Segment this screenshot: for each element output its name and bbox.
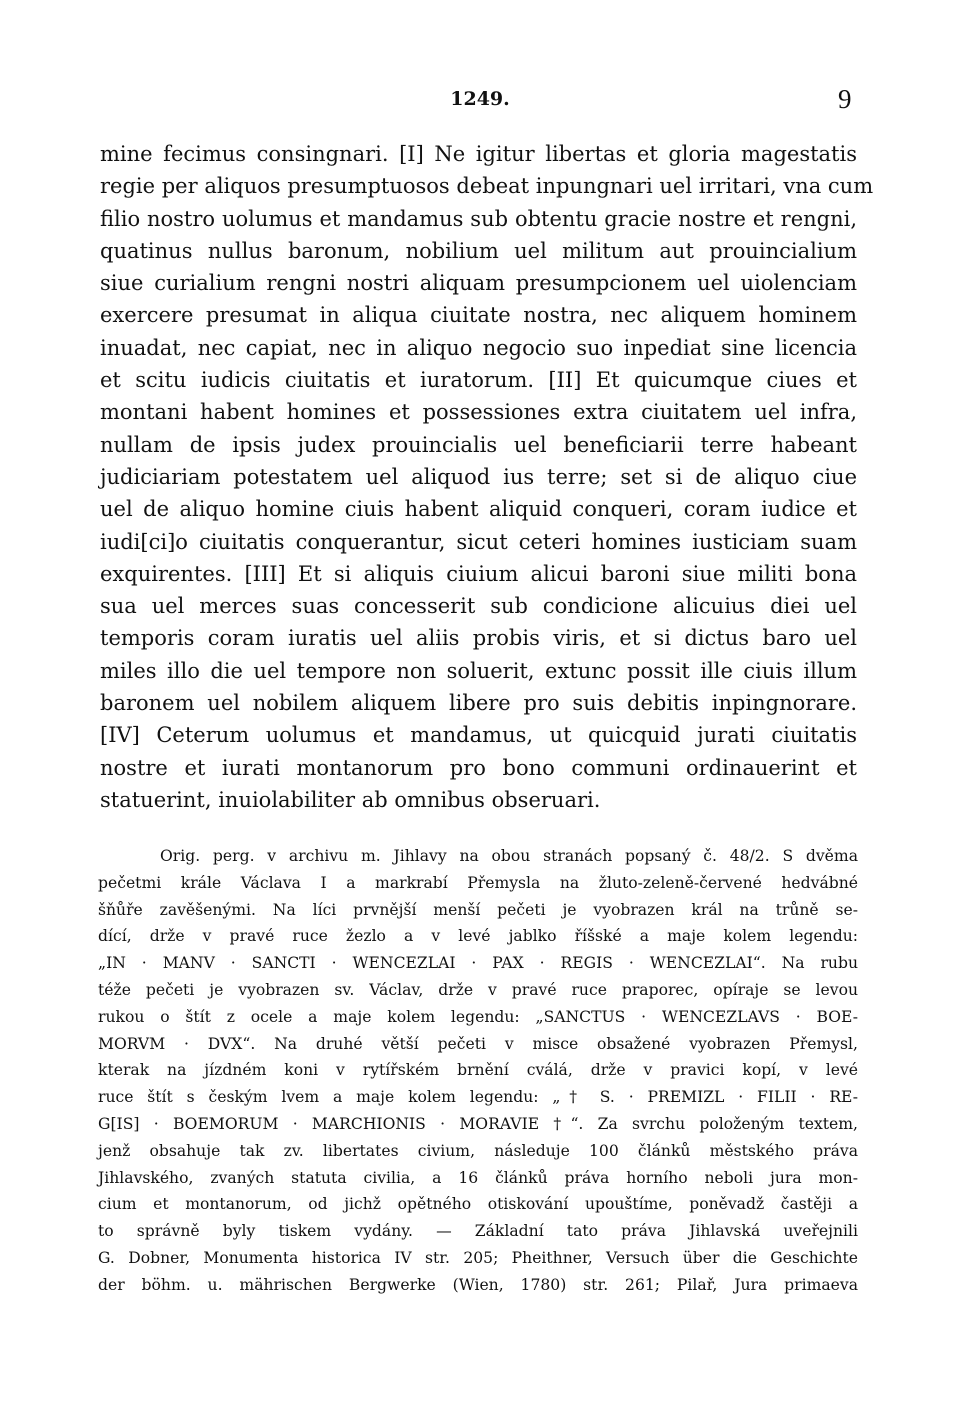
charter-text-line: miles illo die uel tempore non soluerit, extunc possit ille ciuis illum — [100, 658, 857, 683]
footnote-line: ruce štít s českým lvem a maje kolem legendu: „† S. · PREMIZL · FILII · RE- — [98, 1088, 858, 1107]
page-header — [0, 84, 960, 118]
charter-text-line: siue curialium rengni nostri aliquam presumpcionem uel uiolenciam — [100, 271, 857, 296]
footnote-line: „IN · MANV · SANCTI · WENCEZLAI · PAX · REGIS · WENCEZLAI“. Na rubu — [98, 954, 858, 973]
footnote-line: MORVM · DVX“. Na druhé větší pečeti v misce obsažené vyobrazen Přemysl, — [98, 1034, 858, 1053]
footnote-line: der böhm. u. mährischen Bergwerke (Wien, 1780) str. 261; Pilař, Jura primaeva — [98, 1275, 858, 1294]
page-year-heading: 1249. — [450, 88, 510, 110]
footnote-line: kterak na jízdném koni v rytířském brnění cválá, drže v pravici kopí, v levé — [98, 1061, 858, 1080]
charter-text-line: inuadat, nec capiat, nec in aliquo negocio suo inpediat sine licencia — [100, 335, 857, 360]
footnote-line: šňůře zavěšenými. Na líci prvnější menší pečeti je vyobrazen král na trůně se- — [98, 900, 858, 919]
charter-text-line: [IV] Ceterum uolumus et mandamus, ut quicquid jurati ciuitatis — [100, 723, 857, 748]
charter-text-line: quatinus nullus baronum, nobilium uel militum aut prouincialium — [100, 238, 857, 263]
charter-text-line: regie per aliquos presumptuosos debeat inpungnari uel irritari, vna cum — [100, 174, 874, 199]
charter-text-line: sua uel merces suas concesserit sub condicione alicuius diei uel — [100, 594, 857, 619]
charter-text-line: filio nostro uolumus et mandamus sub obtentu gracie nostre et rengni, — [100, 206, 857, 231]
charter-text-line: baronem uel nobilem aliquem libere pro suis debitis inpingnorare. — [100, 691, 857, 716]
footnote-line: jenž obsahuje tak zv. libertates civium, následuje 100 článků městského práva — [98, 1141, 858, 1160]
charter-text-line: mine fecimus consingnari. [I] Ne igitur libertas et gloria magestatis — [100, 142, 857, 166]
footnote-line: pečetmi krále Václava I a markrabí Přemysla na žluto-zeleně-červené hedvábné — [98, 873, 858, 892]
page-number: 9 — [838, 84, 852, 114]
footnote-line: G[IS] · BOEMORUM · MARCHIONIS · MORAVIE †“. Za svrchu položeným textem, — [98, 1114, 858, 1133]
charter-text-line: statuerint, inuiolabiliter ab omnibus obseruari. — [100, 787, 601, 812]
charter-text-line: temporis coram iuratis uel aliis probis viris, et si dictus baro uel — [100, 626, 857, 651]
charter-text-line: exquirentes. [III] Et si aliquis ciuium alicui baroni siue militi bona — [100, 561, 857, 586]
charter-text-line: judiciariam potestatem uel aliquod ius terre; set si de aliquo ciue — [100, 464, 857, 489]
charter-text-line: iudi[ci]o ciuitatis conquerantur, sicut ceteri homines iusticiam suam — [100, 529, 857, 554]
footnote-line: Orig. perg. v archivu m. Jihlavy na obou stranách popsaný č. 48/2. S dvěma — [160, 847, 858, 865]
footnote-line: téže pečeti je vyobrazen sv. Václav, drže v pravé ruce praporec, opíraje se levou — [98, 980, 858, 999]
footnote-line: to správně byly tiskem vydány. — Základní tato práva Jihlavská uveřejnili — [98, 1222, 858, 1241]
footnote-line: dící, drže v pravé ruce žezlo a v levé jablko říšské a maje kolem legendu: — [98, 927, 858, 946]
archival-footnote — [98, 843, 858, 1299]
charter-text-line: nostre et iurati montanorum pro bono communi ordinauerint et — [100, 755, 857, 780]
charter-text-line: uel de aliquo homine ciuis habent aliquid conqueri, coram iudice et — [100, 497, 857, 522]
charter-text-line: exercere presumat in aliqua ciuitate nostra, nec aliquem hominem — [100, 303, 857, 328]
footnote-line: cium et montanorum, od jichž opětného otiskování upouštíme, poněvadž častěji a — [98, 1195, 858, 1214]
footnote-line: Jihlavského, zvaných statuta civilia, a 16 článků práva horního neboli jura mon- — [98, 1168, 858, 1187]
charter-text-line: nullam de ipsis judex prouincialis uel beneficiarii terre habeant — [100, 432, 857, 457]
charter-text-line: montani habent homines et possessiones extra ciuitatem uel infra, — [100, 400, 857, 425]
footnote-line: G. Dobner, Monumenta historica IV str. 205; Pheithner, Versuch über die Geschichte — [98, 1248, 858, 1267]
charter-text — [100, 138, 874, 816]
footnote-line: rukou o štít z ocele a maje kolem legendu: „SANCTUS · WENCEZLAVS · BOE- — [98, 1007, 858, 1026]
charter-text-line: et scitu iudicis ciuitatis et iuratorum. [II] Et quicumque ciues et — [100, 368, 857, 393]
